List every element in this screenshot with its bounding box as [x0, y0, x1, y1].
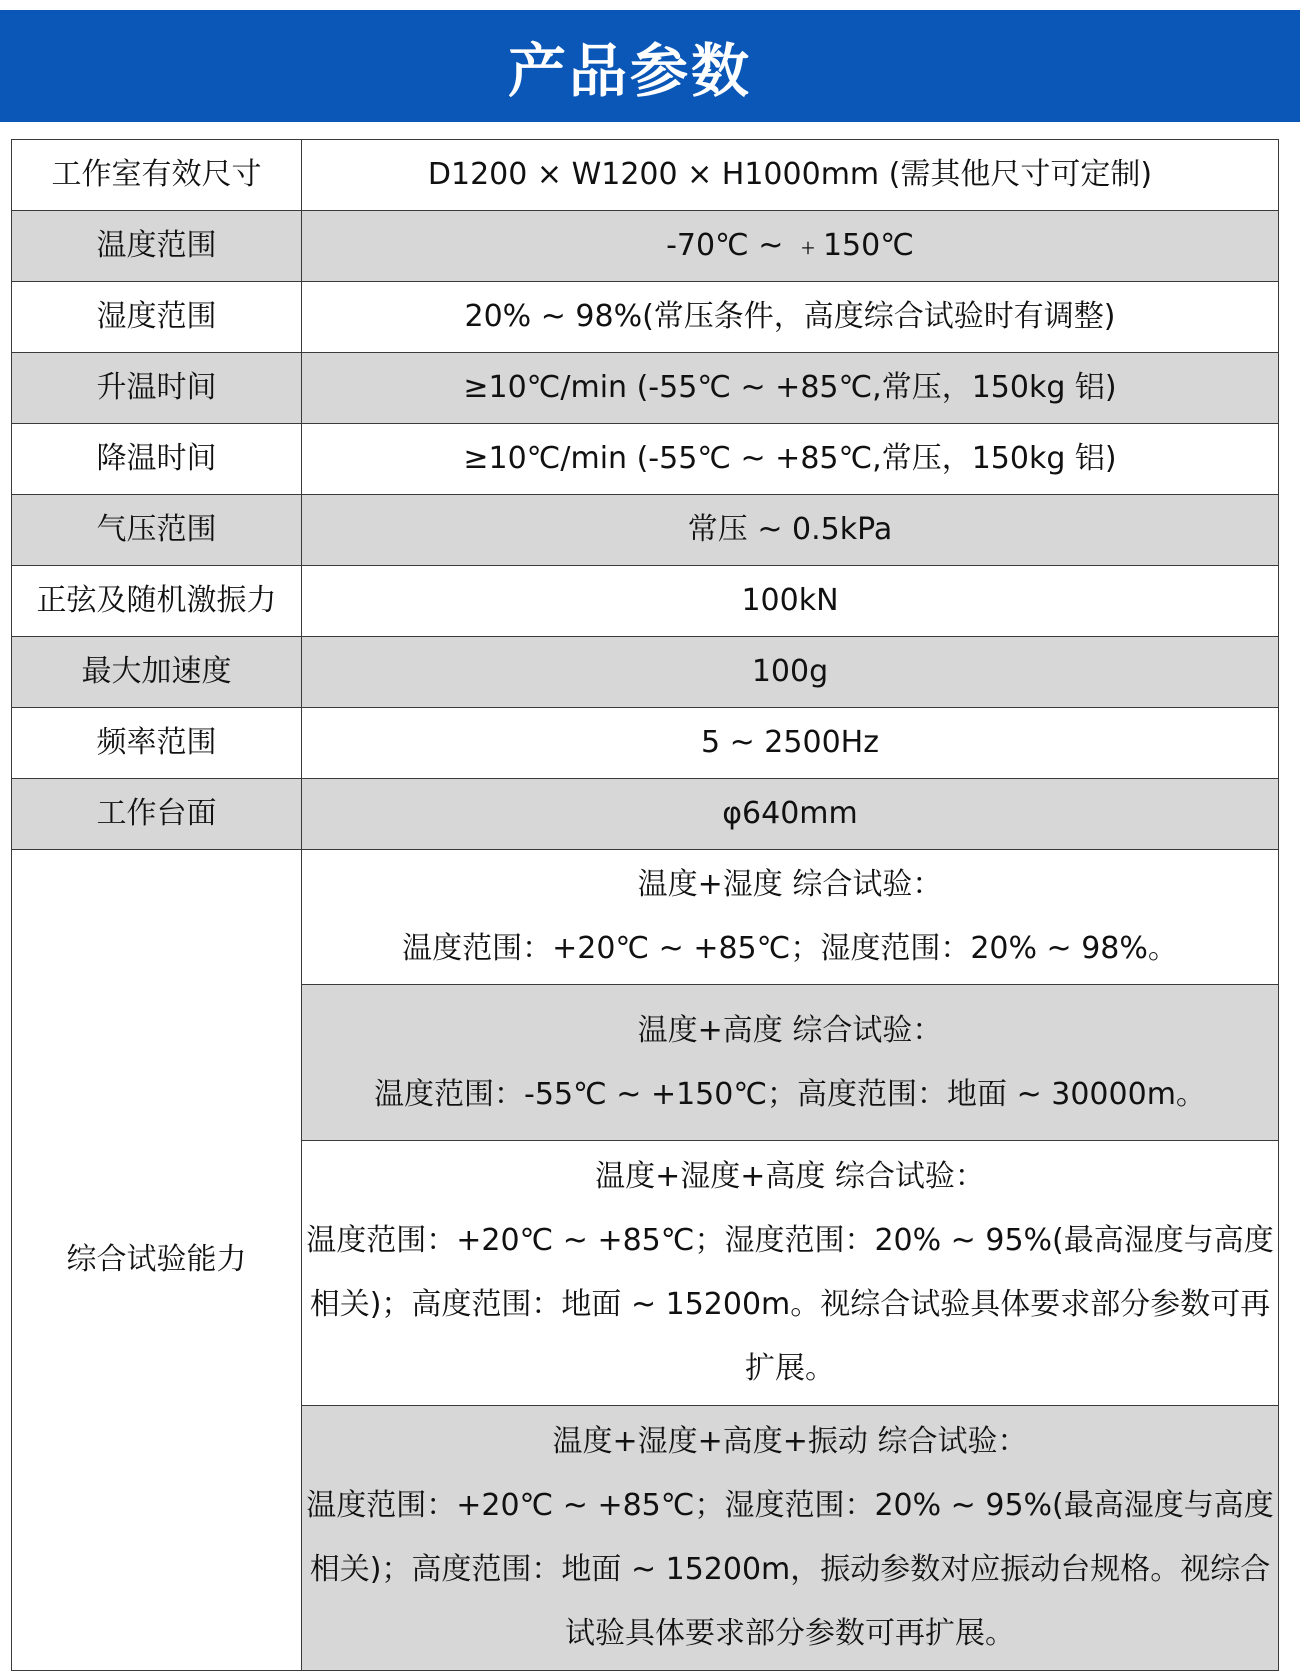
table-row [12, 424, 1279, 495]
combined-item [302, 1406, 1279, 1671]
table-row [12, 779, 1279, 850]
spec-label: 气压范围 [12, 495, 302, 566]
spec-label: 升温时间 [12, 353, 302, 424]
spec-value: D1200 × W1200 × H1000mm (需其他尺寸可定制) [302, 140, 1279, 211]
spec-value: 100kN [302, 566, 1279, 637]
spec-value: -70℃ ~ ﹢150℃ [302, 211, 1279, 282]
table-row [12, 353, 1279, 424]
spec-value: 20% ~ 98%(常压条件，高度综合试验时有调整) [302, 282, 1279, 353]
spec-label: 工作台面 [12, 779, 302, 850]
table-row [12, 850, 1279, 985]
combined-item [302, 985, 1279, 1141]
table-row [12, 495, 1279, 566]
table-row [12, 708, 1279, 779]
combined-item-desc: 温度范围：-55℃ ~ +150℃；高度范围：地面 ~ 30000m。 [374, 1076, 1206, 1112]
spec-value: ≥10℃/min (-55℃ ~ +85℃,常压，150kg 铝) [302, 424, 1279, 495]
spec-label: 正弦及随机激振力 [12, 566, 302, 637]
spec-value: 100g [302, 637, 1279, 708]
table-row [12, 637, 1279, 708]
combined-item-title: 温度+湿度 综合试验： [637, 867, 943, 902]
spec-value: φ640mm [302, 779, 1279, 850]
header-banner [0, 10, 1300, 122]
spec-label: 湿度范围 [12, 282, 302, 353]
table-row [12, 282, 1279, 353]
spec-label: 最大加速度 [12, 637, 302, 708]
combined-item-title: 温度+高度 综合试验： [637, 1012, 943, 1048]
spec-label: 工作室有效尺寸 [12, 140, 302, 211]
spec-table [11, 139, 1279, 1671]
spec-label: 频率范围 [12, 708, 302, 779]
combined-label: 综合试验能力 [12, 850, 302, 1671]
spec-label: 温度范围 [12, 211, 302, 282]
table-row [12, 140, 1279, 211]
combined-item [302, 1141, 1279, 1406]
spec-value: 常压 ~ 0.5kPa [302, 495, 1279, 566]
combined-item-desc: 温度范围：+20℃ ~ +85℃；湿度范围：20% ~ 98%。 [402, 931, 1178, 966]
spec-label: 降温时间 [12, 424, 302, 495]
spec-value: ≥10℃/min (-55℃ ~ +85℃,常压，150kg 铝) [302, 353, 1279, 424]
combined-item [302, 850, 1279, 985]
combined-item-desc: 温度范围：+20℃ ~ +85℃；湿度范围：20% ~ 95%(最高湿度与高度相关)；高度范围：地面 ~ 15200m，振动参数对应振动台规格。视综合试验具体要求部分参数可再扩展。 [306, 1488, 1274, 1651]
combined-item-title: 温度+湿度+高度+振动 综合试验： [552, 1424, 1028, 1459]
combined-item-desc: 温度范围：+20℃ ~ +85℃；湿度范围：20% ~ 95%(最高湿度与高度相关)；高度范围：地面 ~ 15200m。视综合试验具体要求部分参数可再扩展。 [306, 1223, 1274, 1386]
spec-value: 5 ~ 2500Hz [302, 708, 1279, 779]
table-row [12, 566, 1279, 637]
combined-item-title: 温度+湿度+高度 综合试验： [595, 1159, 985, 1194]
page-title: 产品参数 [507, 37, 752, 105]
table-row [12, 211, 1279, 282]
